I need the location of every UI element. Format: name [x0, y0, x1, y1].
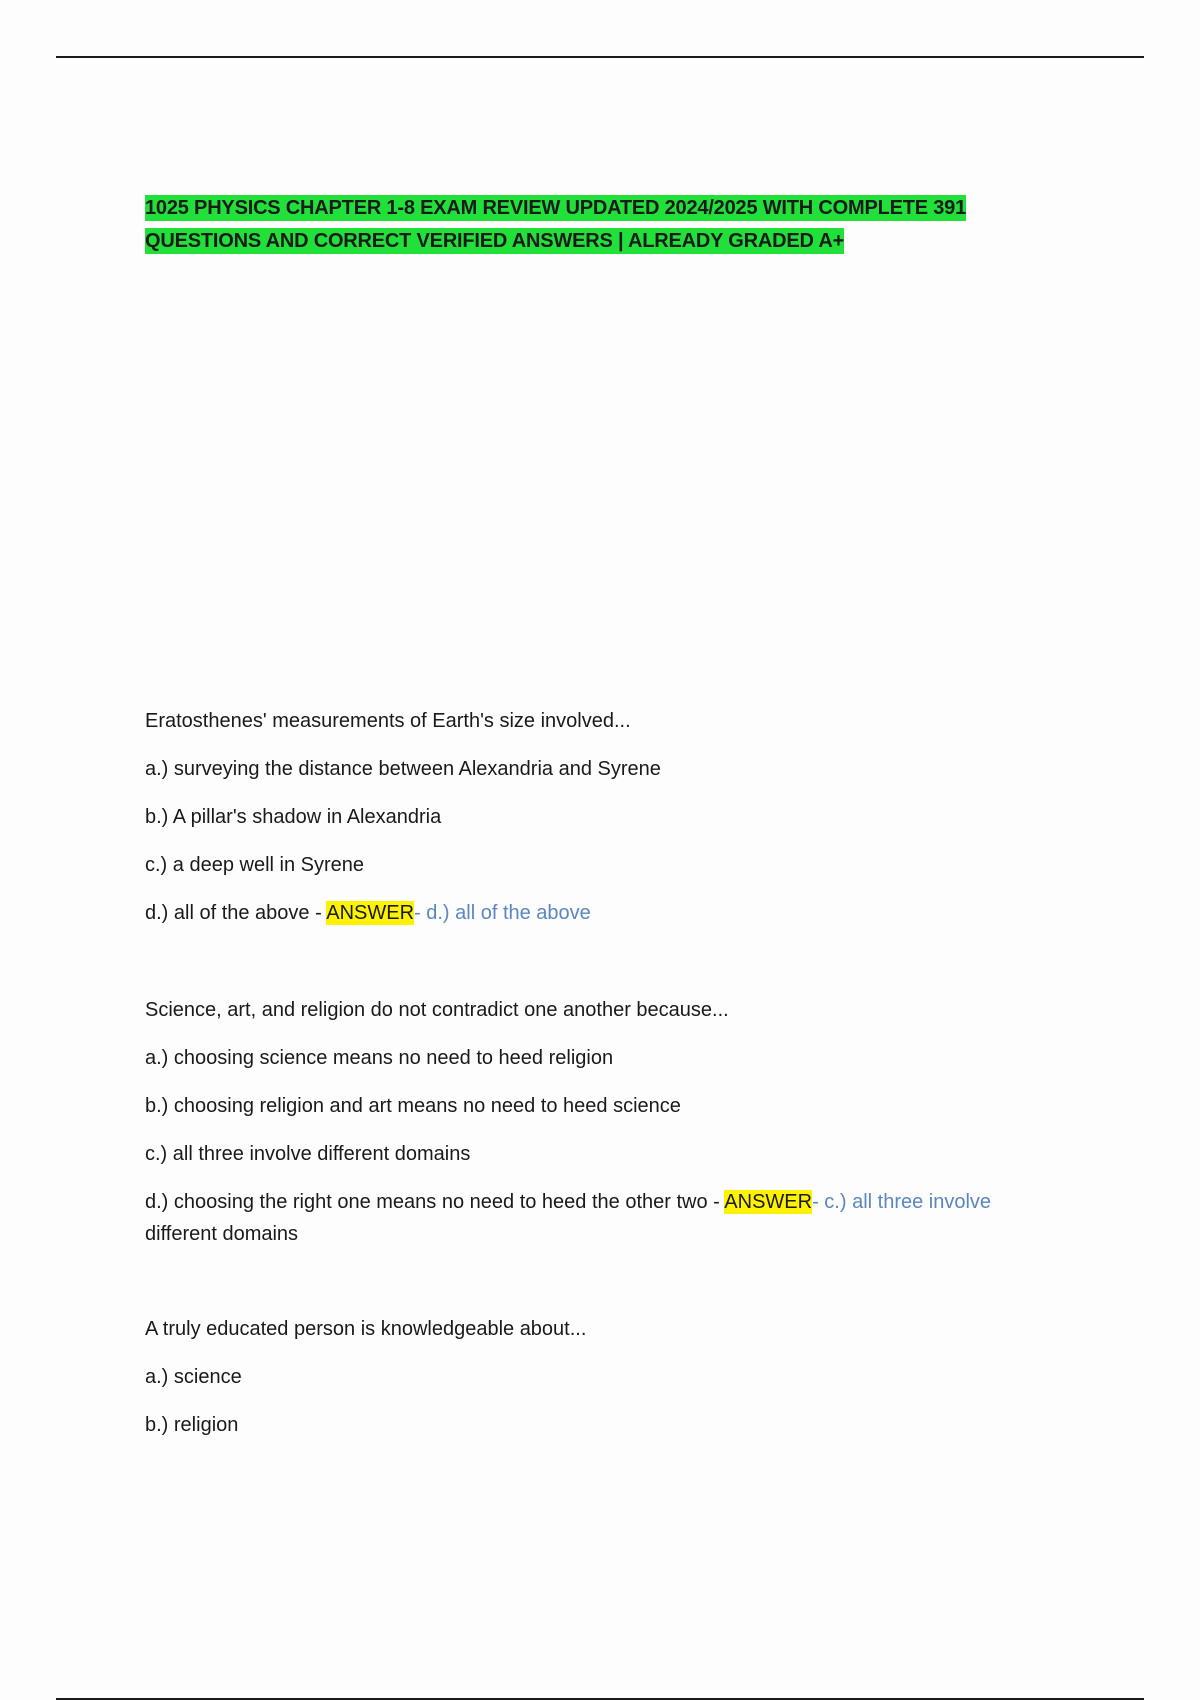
answer-label: ANSWER	[724, 1191, 813, 1213]
option-d: d.) choosing the right one means no need to heed the other two -	[145, 1191, 725, 1213]
question-block-2	[145, 994, 1105, 1250]
option-d-with-answer	[145, 1186, 1105, 1250]
question-prompt: A truly educated person is knowledgeable about...	[145, 1318, 587, 1340]
title-line-2: QUESTIONS AND CORRECT VERIFIED ANSWERS | ALREADY GRADED A+	[145, 230, 845, 252]
option-b: b.) choosing religion and art means no need to heed science	[145, 1095, 681, 1117]
answer-text: - c.) all three involve	[812, 1191, 992, 1213]
option-a: a.) science	[145, 1366, 242, 1388]
answer-label: ANSWER	[326, 902, 415, 924]
option-b: b.) A pillar's shadow in Alexandria	[145, 806, 442, 828]
question-block-1	[145, 705, 1105, 929]
answer-text: - d.) all of the above	[414, 902, 591, 924]
option-c: c.) all three involve different domains	[145, 1143, 471, 1165]
option-b: b.) religion	[145, 1414, 239, 1436]
option-a: a.) choosing science means no need to heed religion	[145, 1047, 614, 1069]
option-d-with-answer	[145, 897, 1105, 929]
title-line-1: 1025 PHYSICS CHAPTER 1-8 EXAM REVIEW UPDATED 2024/2025 WITH COMPLETE 391	[145, 197, 967, 219]
option-a: a.) surveying the distance between Alexandria and Syrene	[145, 758, 661, 780]
answer-continuation: different domains	[145, 1223, 299, 1245]
option-c: c.) a deep well in Syrene	[145, 854, 365, 876]
question-block-3	[145, 1313, 1105, 1457]
question-prompt: Science, art, and religion do not contradict one another because...	[145, 999, 729, 1021]
header-rule	[56, 56, 1144, 58]
option-d: d.) all of the above -	[145, 902, 327, 924]
document-title	[145, 192, 1105, 258]
question-prompt: Eratosthenes' measurements of Earth's size involved...	[145, 710, 631, 732]
